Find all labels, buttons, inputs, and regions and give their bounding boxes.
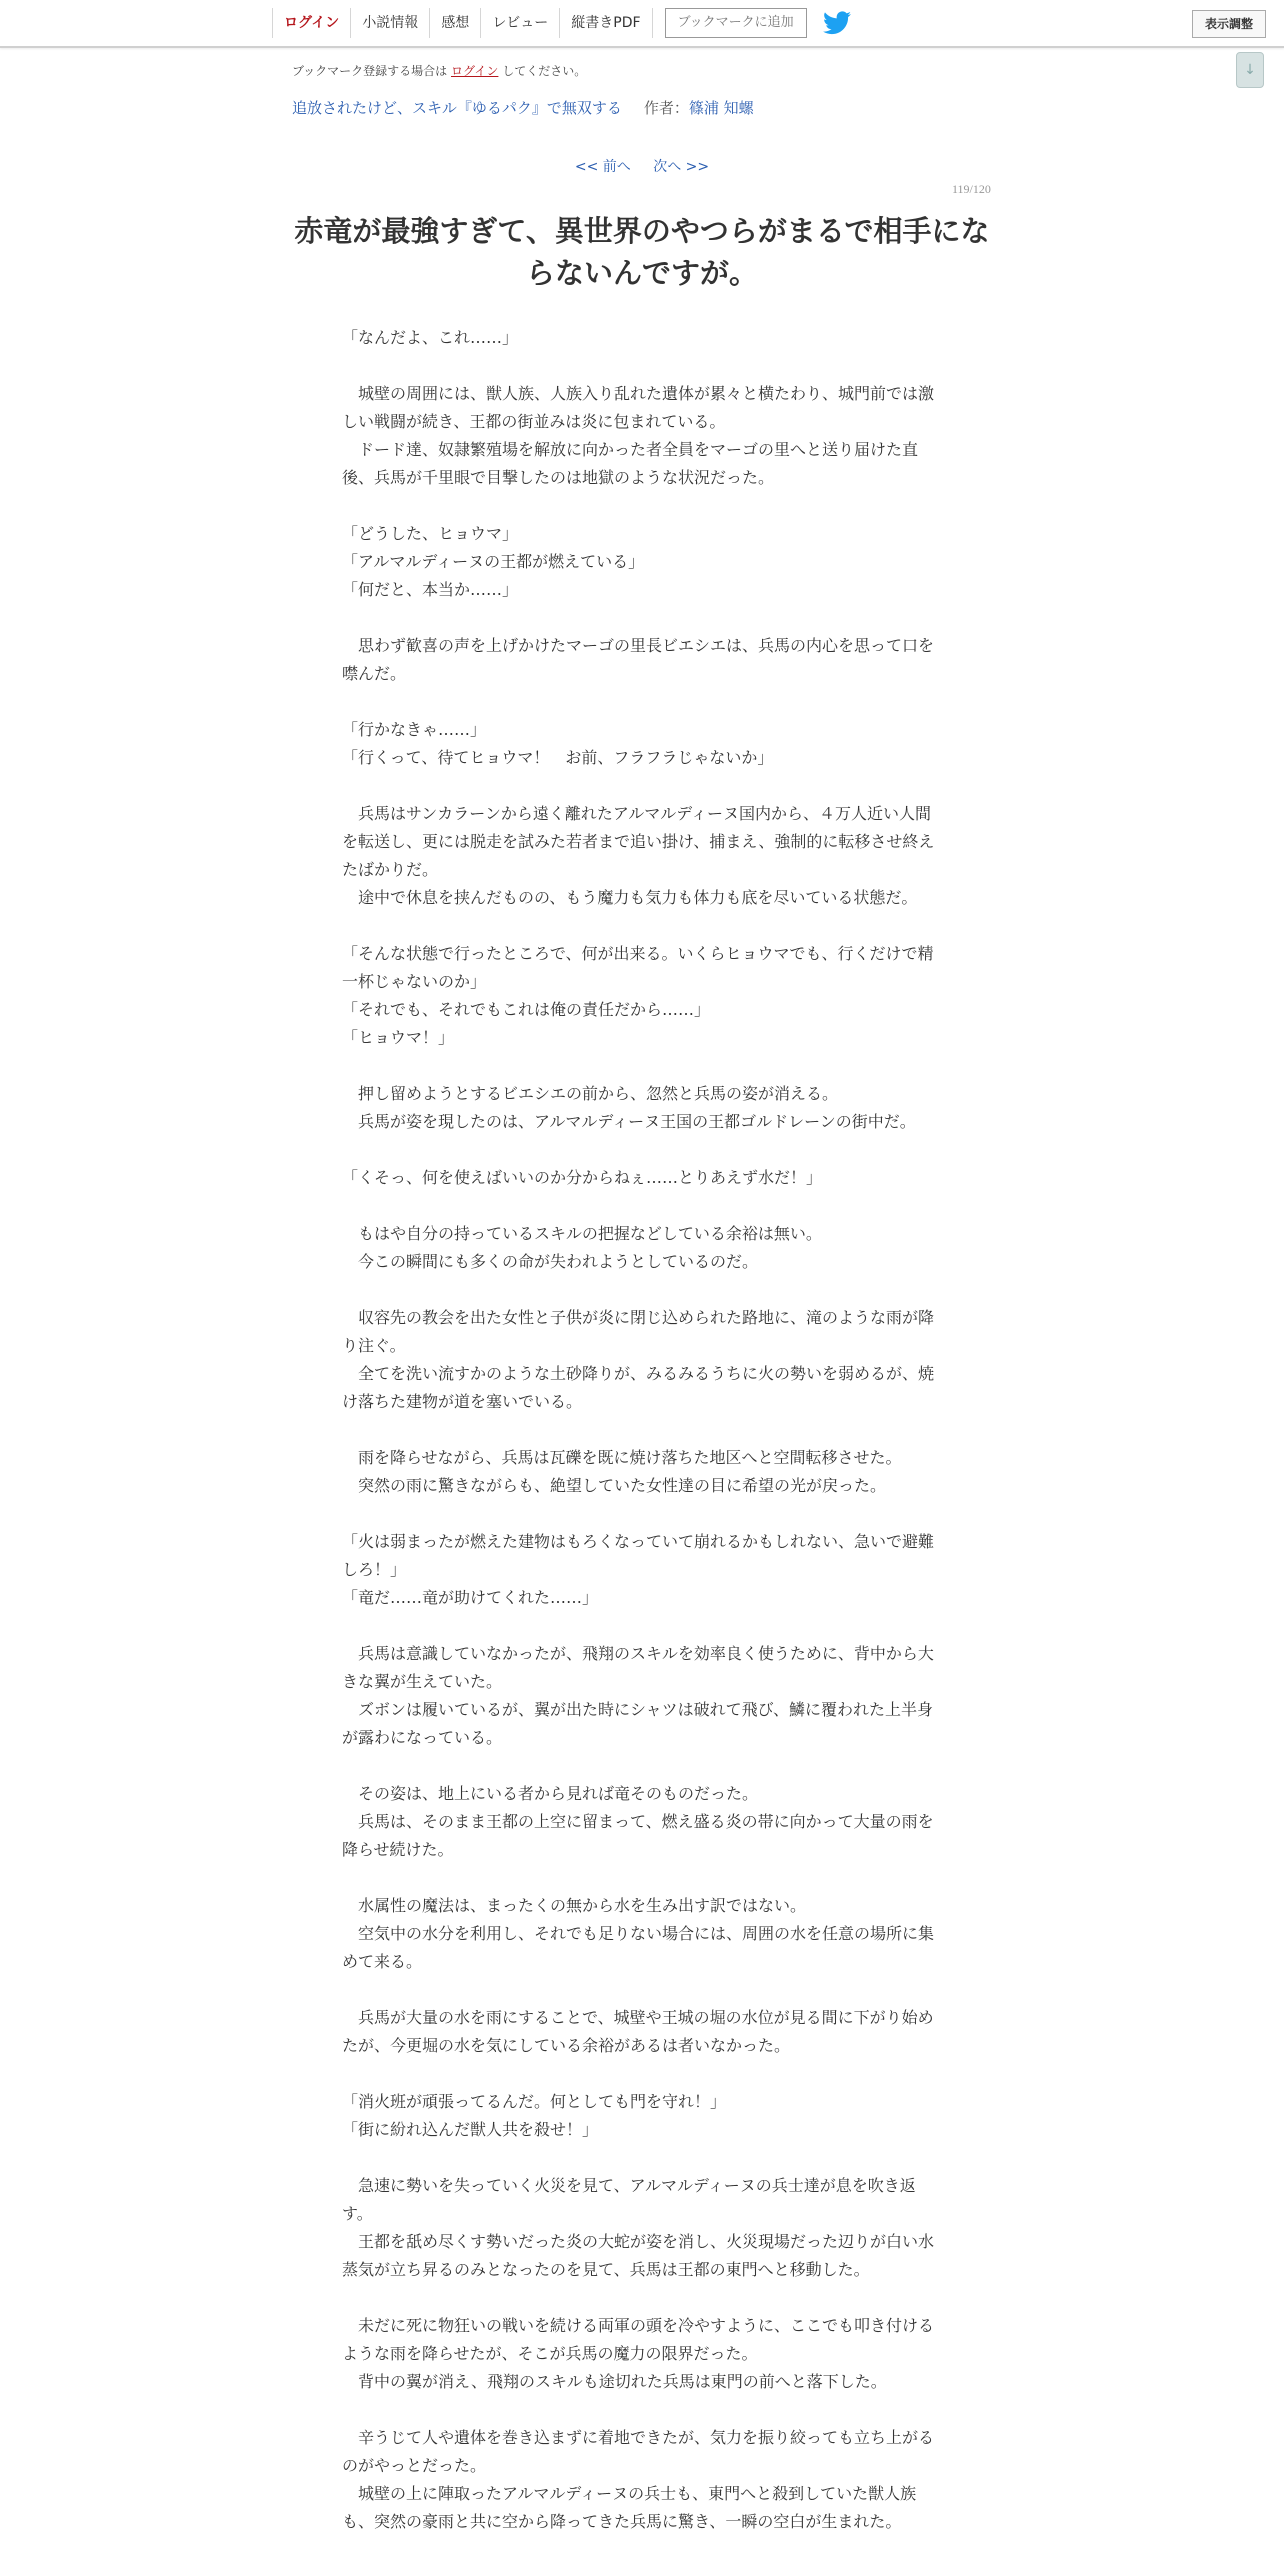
prev-chapter-link[interactable]: << 前へ [574,159,631,175]
impressions-link[interactable]: 感想 [429,8,480,38]
body-paragraph: ズボンは履いているが、翼が出た時にシャツは破れて飛び、鱗に覆われた上半身が露わになっている。 [342,1700,934,1747]
body-paragraph: 「そんな状態で行ったところで、何が出来る。いくらヒョウマでも、行くだけで精一杯じゃないのか」 [342,944,934,991]
author-name-link[interactable]: 篠浦 知螺 [688,99,754,117]
blank-line [342,912,942,940]
body-paragraph: 途中で休息を挟んだものの、もう魔力も気力も体力も底を尽いている状態だ。 [342,888,918,907]
blank-line [342,1192,942,1220]
scroll-down-button[interactable] [1236,52,1264,88]
body-paragraph: 「くそっ、何を使えばいいのか分からねぇ……とりあえず水だ！」 [342,1168,823,1187]
body-paragraph: 「街に紛れ込んだ獣人共を殺せ！」 [342,2120,599,2139]
blank-line [342,2144,942,2172]
blank-line [342,1416,942,1444]
bookmark-note-login-link[interactable]: ログイン [451,64,499,78]
blank-line [342,688,942,716]
body-paragraph: 「それでも、それでもこれは俺の責任だから……」 [342,1000,711,1019]
body-paragraph: 収容先の教会を出た女性と子供が炎に閉じ込められた路地に、滝のような雨が降り注ぐ。 [342,1308,935,1355]
main-nav [272,0,851,46]
body-paragraph: 全てを洗い流すかのような土砂降りが、みるみるうちに火の勢いを弱めるが、焼け落ちた建物が道を塞いでいる。 [342,1364,935,1411]
blank-line [342,1752,942,1780]
twitter-bird-icon[interactable] [823,11,851,35]
blank-line [342,1976,942,2004]
body-paragraph: 兵馬が大量の水を雨にすることで、城壁や王城の堀の水位が見る間に下がり始めたが、今更堀の水を気にしている余裕があるは者いなかった。 [342,2008,934,2055]
body-paragraph: 背中の翼が消え、飛翔のスキルも途切れた兵馬は東門の前へと落下した。 [342,2372,887,2391]
body-paragraph: 王都を舐め尽くす勢いだった炎の大蛇が姿を消し、火災現場だった辺りが白い水蒸気が立ち昇るのみとなったのを見て、兵馬は王都の東門へと移動した。 [342,2232,935,2279]
blank-line [342,492,942,520]
novel-info-link[interactable]: 小説情報 [350,8,429,38]
body-paragraph: ドード達、奴隷繁殖場を解放に向かった者全員をマーゴの里へと送り届けた直後、兵馬が千里眼で目撃したのは地獄のような状況だった。 [342,440,919,487]
body-paragraph: 兵馬は意識していなかったが、飛翔のスキルを効率良く使うために、背中から大きな翼が生えていた。 [342,1644,934,1691]
blank-line [342,1136,942,1164]
chapter-pager [0,156,1284,176]
series-info [292,97,754,118]
blank-line [342,1052,942,1080]
author-info [644,97,754,118]
chapter-title: 赤竜が最強すぎて、異世界のやつらがまるで相手にならないんですが。 [294,214,990,290]
chapter-number: 119/120 [952,182,991,196]
body-paragraph: 「行くって、待てヒョウマ！ お前、フラフラじゃないか」 [342,748,774,767]
body-paragraph: 辛うじて人や遺体を巻き込まずに着地できたが、気力を振り絞っても立ち上がるのがやっとだった。 [342,2428,935,2475]
body-paragraph: 未だに死に物狂いの戦いを続ける両軍の頭を冷やすように、ここでも叩き付けるような雨を降らせたが、そこが兵馬の魔力の限界だった。 [342,2316,935,2363]
blank-line [342,1276,942,1304]
body-paragraph: もはや自分の持っているスキルの把握などしている余裕は無い。 [342,1224,822,1243]
blank-line [342,604,942,632]
arrow-down-icon: ↓ [1244,62,1256,78]
body-paragraph: 突然の雨に驚きながらも、絶望していた女性達の目に希望の光が戻った。 [342,1476,887,1495]
author-label: 作者： [643,99,689,117]
blank-line [342,1864,942,1892]
body-paragraph: 思わず歓喜の声を上げかけたマーゴの里長ビエシエは、兵馬の内心を思って口を噤んだ。 [342,636,935,683]
body-paragraph: 雨を降らせながら、兵馬は瓦礫を既に焼け落ちた地区へと空間転移させた。 [342,1448,902,1467]
body-paragraph: 「行かなきゃ……」 [342,720,487,739]
body-paragraph: 押し留めようとするビエシエの前から、忽然と兵馬の姿が消える。 [342,1084,839,1103]
top-navigation-bar [0,0,1284,48]
display-settings-button[interactable]: 表示調整 [1192,10,1266,38]
body-paragraph: 今この瞬間にも多くの命が失われようとしているのだ。 [342,1252,759,1271]
review-link[interactable]: レビュー [480,8,559,38]
body-paragraph: 兵馬が姿を現したのは、アルマルディーヌ王国の王都ゴルドレーンの街中だ。 [342,1112,916,1131]
body-paragraph: 城壁の上に陣取ったアルマルディーヌの兵士も、東門へと殺到していた獣人族も、突然の豪雨と共に空から降ってきた兵馬に驚き、一瞬の空白が生まれた。 [342,2484,917,2531]
body-paragraph: 兵馬はサンカラーンから遠く離れたアルマルディーヌ国内から、４万人近い人間を転送し、更には脱走を試みた若者まで追い掛け、捕まえ、強制的に転移させ終えたばかりだ。 [342,804,935,879]
login-link[interactable]: ログイン [272,8,350,38]
blank-line [342,2060,942,2088]
body-paragraph: 「アルマルディーヌの王都が燃えている」 [342,552,645,571]
body-paragraph: 「なんだよ、これ……」 [342,328,519,347]
bookmark-note-prefix: ブックマーク登録する場合は [292,64,448,78]
vertical-pdf-link[interactable]: 縦書きPDF [559,8,652,38]
blank-line [342,1612,942,1640]
blank-line [342,2284,942,2312]
blank-line [342,352,942,380]
twitter-bird-svg [823,11,851,35]
series-title-link[interactable]: 追放されたけど、スキル『ゆるパク』で無双する [292,99,622,117]
blank-line [342,1500,942,1528]
add-bookmark-button[interactable]: ブックマークに追加 [665,8,807,38]
bookmark-login-note [292,62,586,79]
blank-line [342,2396,942,2424]
chapter-body [342,324,942,2536]
body-paragraph: 急速に勢いを失っていく火災を見て、アルマルディーヌの兵士達が息を吹き返す。 [342,2176,916,2223]
body-paragraph: 「消火班が頑張ってるんだ。何としても門を守れ！」 [342,2092,727,2111]
body-paragraph: 「どうした、ヒョウマ」 [342,524,519,543]
body-paragraph: 空気中の水分を利用し、それでも足りない場合には、周囲の水を任意の場所に集めて来る。 [342,1924,935,1971]
blank-line [342,772,942,800]
next-chapter-link[interactable]: 次へ >> [653,159,710,175]
body-paragraph: 兵馬は、そのまま王都の上空に留まって、燃え盛る炎の帯に向かって大量の雨を降らせ続けた。 [342,1812,934,1859]
body-paragraph: 「何だと、本当か……」 [342,580,519,599]
body-paragraph: 「火は弱まったが燃えた建物はもろくなっていて崩れるかもしれない、急いで避難しろ！」 [342,1532,935,1579]
body-paragraph: 水属性の魔法は、まったくの無から水を生み出す訳ではない。 [342,1896,807,1915]
body-paragraph: 「竜だ……竜が助けてくれた……」 [342,1588,599,1607]
body-paragraph: その姿は、地上にいる者から見れば竜そのものだった。 [342,1784,759,1803]
body-paragraph: 「ヒョウマ！」 [342,1028,455,1047]
bookmark-note-suffix: してください。 [502,64,587,78]
body-paragraph: 城壁の周囲には、獣人族、人族入り乱れた遺体が累々と横たわり、城門前では激しい戦闘が続き、王都の街並みは炎に包まれている。 [342,384,935,431]
